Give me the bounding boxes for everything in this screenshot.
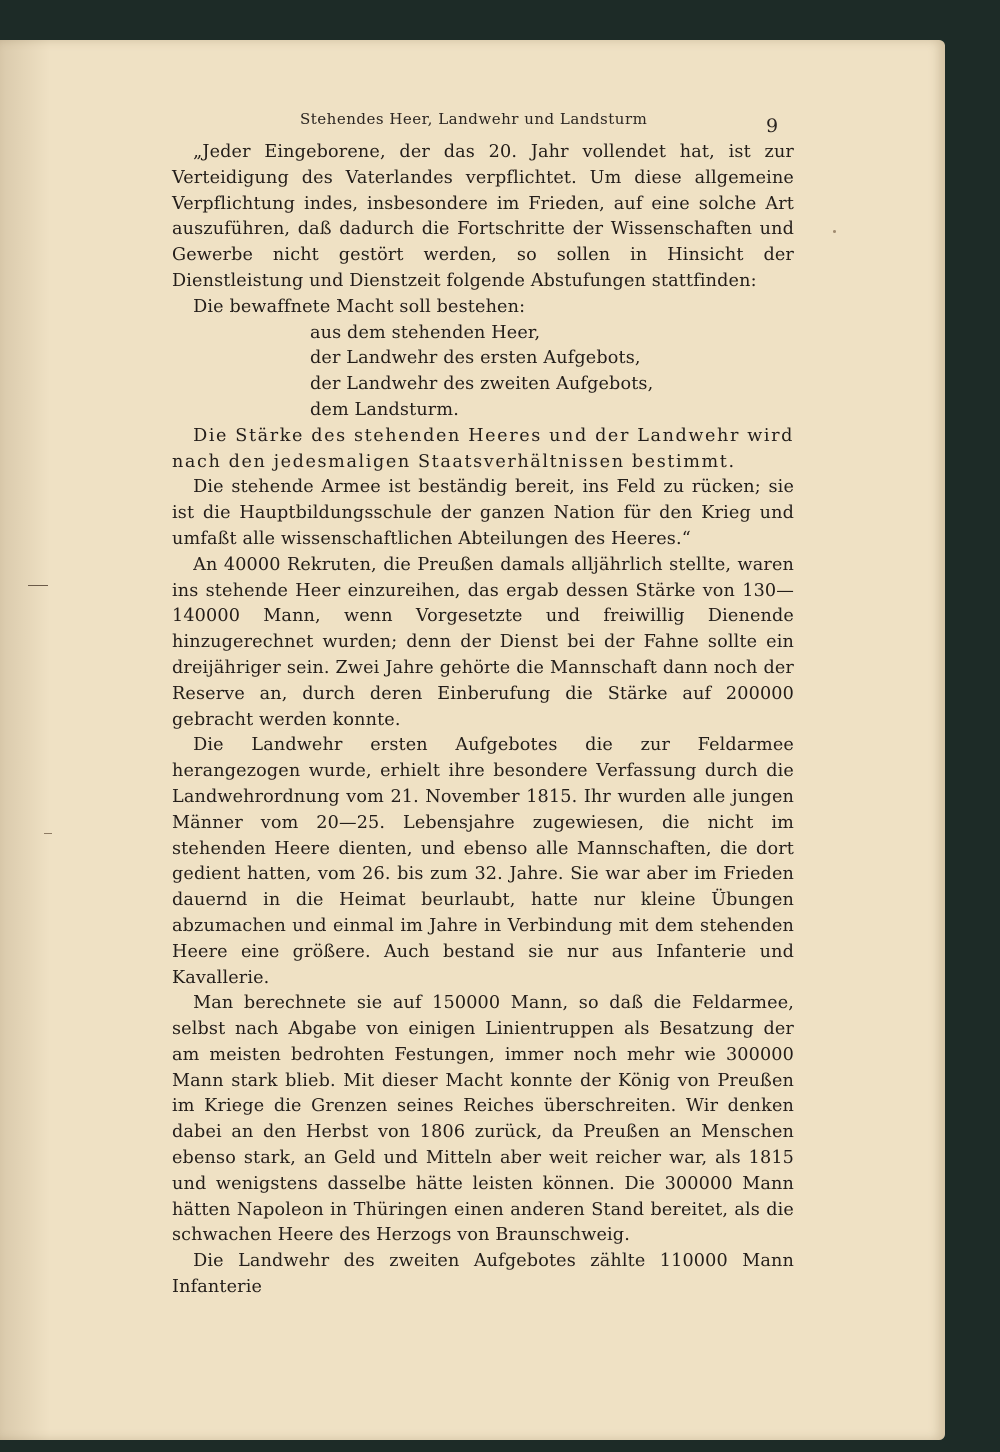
- paragraph: An 40000 Rekruten, die Preußen damals alljährlich stellte, waren ins stehende Heer einzureihen, das ergab dessen Stärke von 130—140000 Mann, wenn Vorgesetzte und freiwillig Dienende hinzugerechnet wurden; denn der Dienst bei der Fahne sollte ein dreijähriger sein. Zwei Jahre gehörte die Mannschaft dann noch der Reserve an, durch deren Einberufung die Stärke auf 200000 gebracht werden konnte.: [172, 554, 794, 730]
- spaced-paragraph: Die Stärke des stehenden Heeres und der Landwehr wird nach den jedesmaligen Staatsverhältnissen bestimmt.: [172, 425, 794, 472]
- paragraph: Die Landwehr des zweiten Aufgebotes zählte 110000 Mann Infanterie: [172, 1251, 794, 1298]
- paper-speck: [833, 230, 836, 233]
- paragraph: Die Landwehr ersten Aufgebotes die zur Feldarmee herangezogen wurde, erhielt ihre besondere Verfassung durch die Landwehrordnung vom 21. November 1815. Ihr wurden alle jungen Männer vom 20—25. Lebensjahre zugewiesen, die nicht im stehenden Heere dienten, und ebenso alle Mannschaften, die dort gedient hatten, vom 26. bis zum 32. Jahre. Sie war aber im Frieden dauernd in die Heimat beurlaubt, hatte nur kleine Übungen abzumachen und einmal im Jahre in Verbindung mit dem stehenden Heere eine größere. Auch bestand sie nur aus Infanterie und Kavallerie.: [172, 735, 794, 988]
- paragraph: Die stehende Armee ist beständig bereit, ins Feld zu rücken; sie ist die Hauptbildungsschule der ganzen Nation für den Krieg und umfaßt alle wissenschaftlichen Abteilungen des Heeres.“: [172, 477, 794, 549]
- list-item: dem Landsturm.: [310, 399, 459, 420]
- paragraph: „Jeder Eingeborene, der das 20. Jahr vollendet hat, ist zur Verteidigung des Vaterlandes verpflichtet. Um diese allgemeine Verpflichtung indes, insbesondere im Frieden, auf eine solche Art auszuführen, daß dadurch die Fortschritte der Wissenschaften und Gewerbe nicht gestört werden, so sollen in Hinsicht der Dienstleistung und Dienstzeit folgende Abstufungen stattfinden:: [172, 142, 794, 291]
- list-item: aus dem stehenden Heer,: [310, 322, 541, 343]
- armed-forces-list: [172, 321, 794, 424]
- margin-mark: [28, 585, 48, 586]
- paragraph: Die bewaffnete Macht soll bestehen:: [193, 296, 526, 317]
- body-text: [172, 140, 794, 1301]
- list-item: der Landwehr des zweiten Aufgebots,: [310, 374, 654, 395]
- list-item: der Landwehr des ersten Aufgebots,: [310, 348, 641, 369]
- margin-mark: [44, 833, 52, 834]
- paragraph: Man berechnete sie auf 150000 Mann, so daß die Feldarmee, selbst nach Abgabe von einigen Linientruppen als Besatzung der am meisten bedrohten Festungen, immer noch mehr wie 300000 Mann stark blieb. Mit dieser Macht konnte der König von Preußen im Kriege die Grenzen seines Reiches überschreiten. Wir denken dabei an den Herbst von 1806 zurück, da Preußen an Menschen ebenso stark, an Geld und Mitteln aber weit reicher war, als 1815 und wenigstens dasselbe hätte leisten können. Die 300000 Mann hätten Napoleon in Thüringen einen anderen Stand bereitet, als die schwachen Heere des Herzogs von Braunschweig.: [172, 993, 794, 1246]
- page-number: 9: [766, 115, 779, 137]
- running-title: Stehendes Heer, Landwehr und Landsturm: [300, 110, 648, 128]
